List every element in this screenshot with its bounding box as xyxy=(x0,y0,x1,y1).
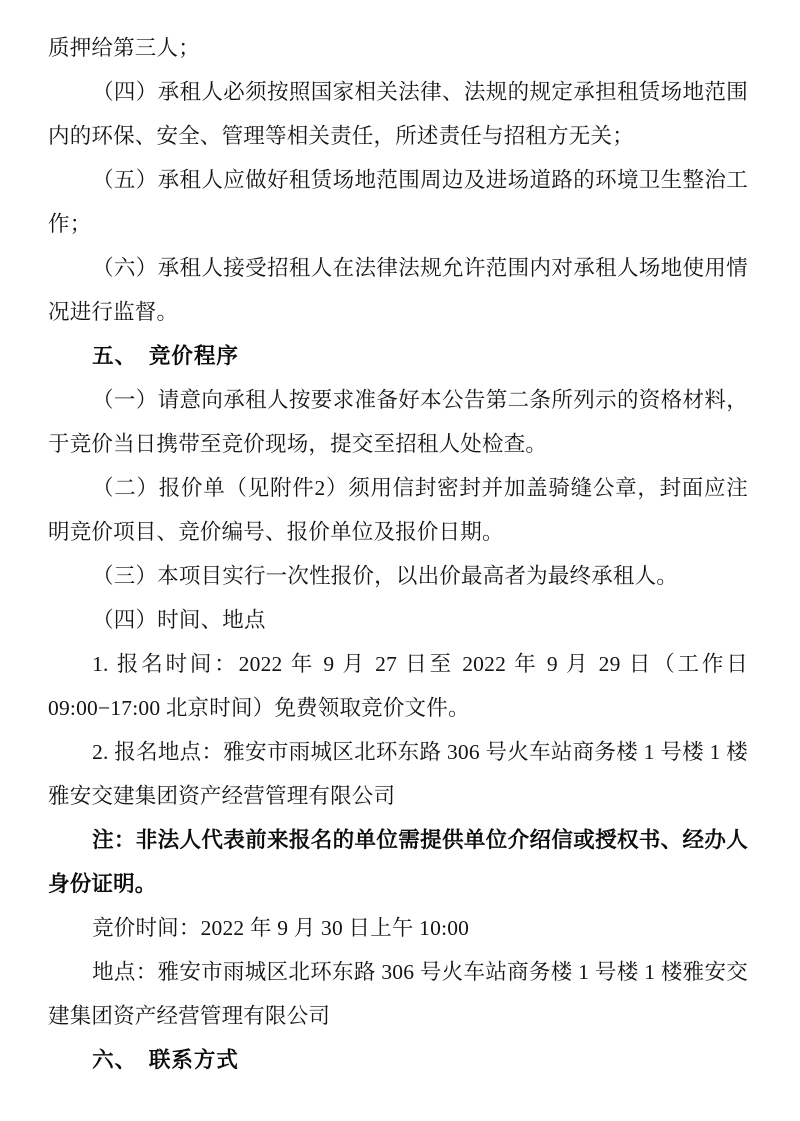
paragraph-item-four: （四）承租人必须按照国家相关法律、法规的规定承担租赁场地范围内的环保、安全、管理等相关责任，所述责任与招租方无关； xyxy=(48,80,748,148)
section-six-title: 联系方式 xyxy=(148,1048,239,1072)
section-five-title: 竞价程序 xyxy=(148,344,239,368)
section-heading-six xyxy=(48,1038,748,1082)
paragraph-bid-time: 竞价时间：2022 年 9 月 30 日上午 10:00 xyxy=(92,916,470,940)
paragraph-registration-time: 1. 报名时间：2022 年 9 月 27 日至 2022 年 9 月 29 日（工作日 09:00−17:00 北京时间）免费领取竞价文件。 xyxy=(48,652,748,720)
paragraph-registration-place: 2. 报名地点：雅安市雨城区北环东路 306 号火车站商务楼 1 号楼 1 楼雅安交建集团资产经营管理有限公司 xyxy=(48,740,748,808)
paragraph-item-five: （五）承租人应做好租赁场地范围周边及进场道路的环境卫生整治工作； xyxy=(48,168,748,236)
paragraph-representative-note: 注：非法人代表前来报名的单位需提供单位介绍信或授权书、经办人身份证明。 xyxy=(48,828,748,896)
paragraph-item-six: （六）承租人接受招租人在法律法规允许范围内对承租人场地使用情况进行监督。 xyxy=(48,256,748,324)
paragraph-bid-two: （二）报价单（见附件2）须用信封密封并加盖骑缝公章，封面应注明竞价项目、竞价编号、报价单位及报价日期。 xyxy=(48,476,748,544)
section-six-number: 六、 xyxy=(92,1048,138,1072)
paragraph-bid-place: 地点：雅安市雨城区北环东路 306 号火车站商务楼 1 号楼 1 楼雅安交建集团资产经营管理有限公司 xyxy=(48,960,748,1028)
paragraph-continuation: 质押给第三人； xyxy=(48,36,200,60)
section-heading-five xyxy=(48,334,748,378)
paragraph-bid-one: （一）请意向承租人按要求准备好本公告第二条所列示的资格材料，于竞价当日携带至竞价现场，提交至招租人处检查。 xyxy=(48,388,748,456)
section-five-number: 五、 xyxy=(92,344,138,368)
paragraph-bid-four: （四）时间、地点 xyxy=(92,608,266,632)
paragraph-bid-three: （三）本项目实行一次性报价，以出价最高者为最终承租人。 xyxy=(92,564,678,588)
